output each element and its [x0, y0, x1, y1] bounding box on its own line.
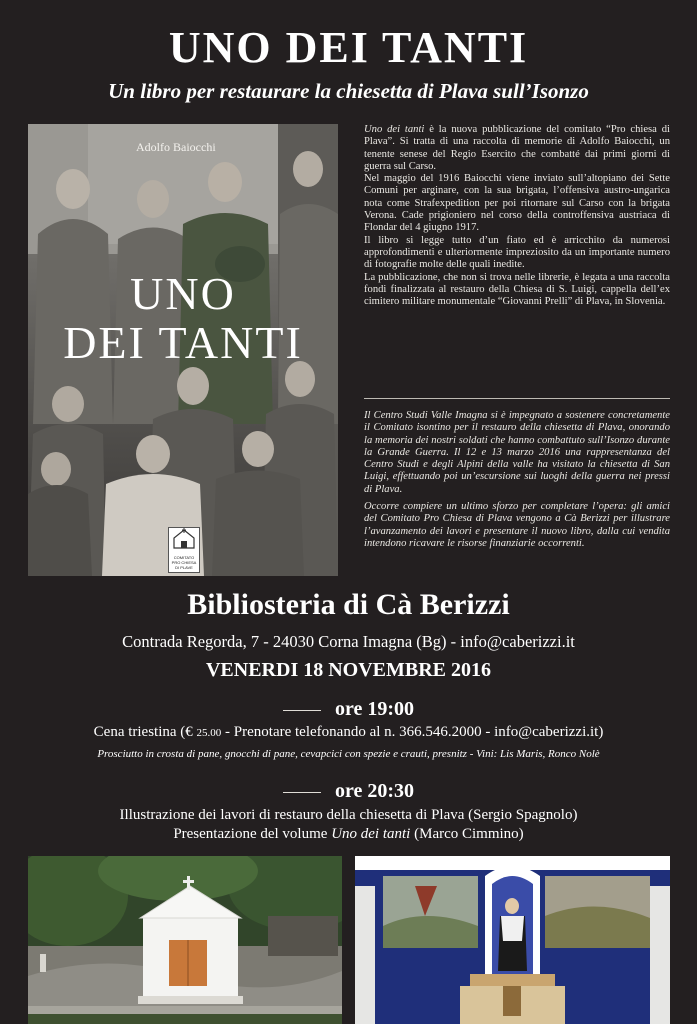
program-book-title: Uno dei tanti [331, 826, 411, 842]
column-divider [364, 398, 670, 399]
chapel-interior-photo [355, 856, 670, 1024]
dinner-price: 25.00 [196, 727, 222, 739]
dinner-text-after: - Prenotare telefonando al n. 366.546.2000 - info@caberizzi.it) [221, 724, 604, 740]
cover-author: Adolfo Baiocchi [136, 140, 216, 154]
intro-p1-text: è la nuova pubblicazione del comitato “Pro chiesa di Plava”. Si tratta di una raccolta di memorie di Adolfo Baiocchi, un tenente senese del Regio Esercito che combatté dai primi giorni di guerra sul Carso. [364, 124, 670, 172]
dinner-menu: Prosciutto in crosta di pane, gnocchi di pane, cevapcici con spezie e crauti, presnitz - Vini: Lis Maris, Ronco Nolè [97, 748, 600, 760]
note-paragraph-1: Il Centro Studi Valle Imagna si è impegnato a sostenere concretamente il Comitato isontino per il restauro della chiesetta di Plava, onorando la memoria dei nostri soldati che hanno combattuto sull’Isonzo durante la Grande Guerra. Il 12 e 13 marzo 2016 una rappresentanza del Centro Studi e degli Alpini della valle ha visitato la chiesetta di San Luigi, effettuando poi un’escursione sui luoghi della guerra nei pressi di Plava. [364, 410, 670, 495]
poster-subtitle: Un libro per restaurare la chiesetta di Plava sull’Isonzo [108, 79, 589, 103]
intro-book-title: Uno dei tanti [364, 124, 425, 135]
dinner-time [0, 698, 697, 721]
note-paragraph-2: Occorre compiere un ultimo sforzo per completare l’opera: gli amici del Comitato Pro Chiesa di Plava vengono a Cà Berizzi per illustrare l’avanzamento dei lavori e presentare il nuovo libro, dalla cui vendita intendono ricavare le risorse finanziarie occorrenti. [364, 501, 670, 549]
dinner-time-text: ore 19:00 [334, 698, 415, 720]
note-text [364, 410, 670, 555]
book-cover-image [28, 124, 338, 576]
venue-address: Contrada Regorda, 7 - 24030 Corna Imagna (Bg) - info@caberizzi.it [122, 632, 575, 651]
program-line-2-before: Presentazione del volume [173, 826, 332, 842]
intro-text [364, 124, 670, 308]
logo-text-line3: DI PLAVE [175, 565, 193, 570]
program-line-2-after: (Marco Cimmino) [410, 826, 524, 842]
presentation-time-text: ore 20:30 [334, 780, 415, 802]
program-line-1: Illustrazione dei lavori di restauro della chiesetta di Plava (Sergio Spagnolo) [119, 807, 578, 823]
venue-name: Bibliosteria di Cà Berizzi [187, 588, 510, 621]
intro-paragraph-3: Il libro si legge tutto d’un fiato ed è arricchito da numerosi approfondimenti e ulteriormente impreziosito da un importante numero di fotografie molte delle quali inedite. [364, 234, 670, 271]
intro-paragraph-1 [364, 124, 670, 173]
logo-text-line2: PRO CHIESA [171, 560, 197, 565]
event-date: VENERDI 18 NOVEMBRE 2016 [205, 659, 492, 681]
poster-title: UNO DEI TANTI [168, 23, 529, 72]
cover-title-line2: DEI TANTI [63, 317, 303, 368]
logo-text-line1: COMITATO [173, 555, 195, 560]
church-icon [169, 528, 199, 550]
cover-title-line1: UNO [130, 268, 236, 319]
chapel-exterior-photo [28, 856, 342, 1024]
committee-logo [168, 527, 200, 573]
dinner-info [0, 724, 697, 741]
intro-paragraph-2: Nel maggio del 1916 Baiocchi viene inviato sull’altopiano dei Sette Comuni per arginare, con la sua brigata, l’offensiva austro-ungarica nota come Strafexpedition per poi ritornare sul Carso con la brigata Verona. Cade prigioniero nel corso della controffensiva austriaca di Flondar del 4 giugno 1917. [364, 173, 670, 234]
time-rule [283, 792, 321, 793]
dinner-text-before: Cena triestina (€ [93, 724, 197, 740]
presentation-time [0, 780, 697, 803]
program-line-2 [0, 826, 697, 843]
intro-paragraph-4: La pubblicazione, che non si trova nelle librerie, è legata a una raccolta fondi finalizzata al restauro della Chiesa di S. Luigi, cappella dell’ex cimitero militare monumentale “Giovanni Prelli” di Plava, in Slovenia. [364, 271, 670, 308]
time-rule [283, 710, 321, 711]
